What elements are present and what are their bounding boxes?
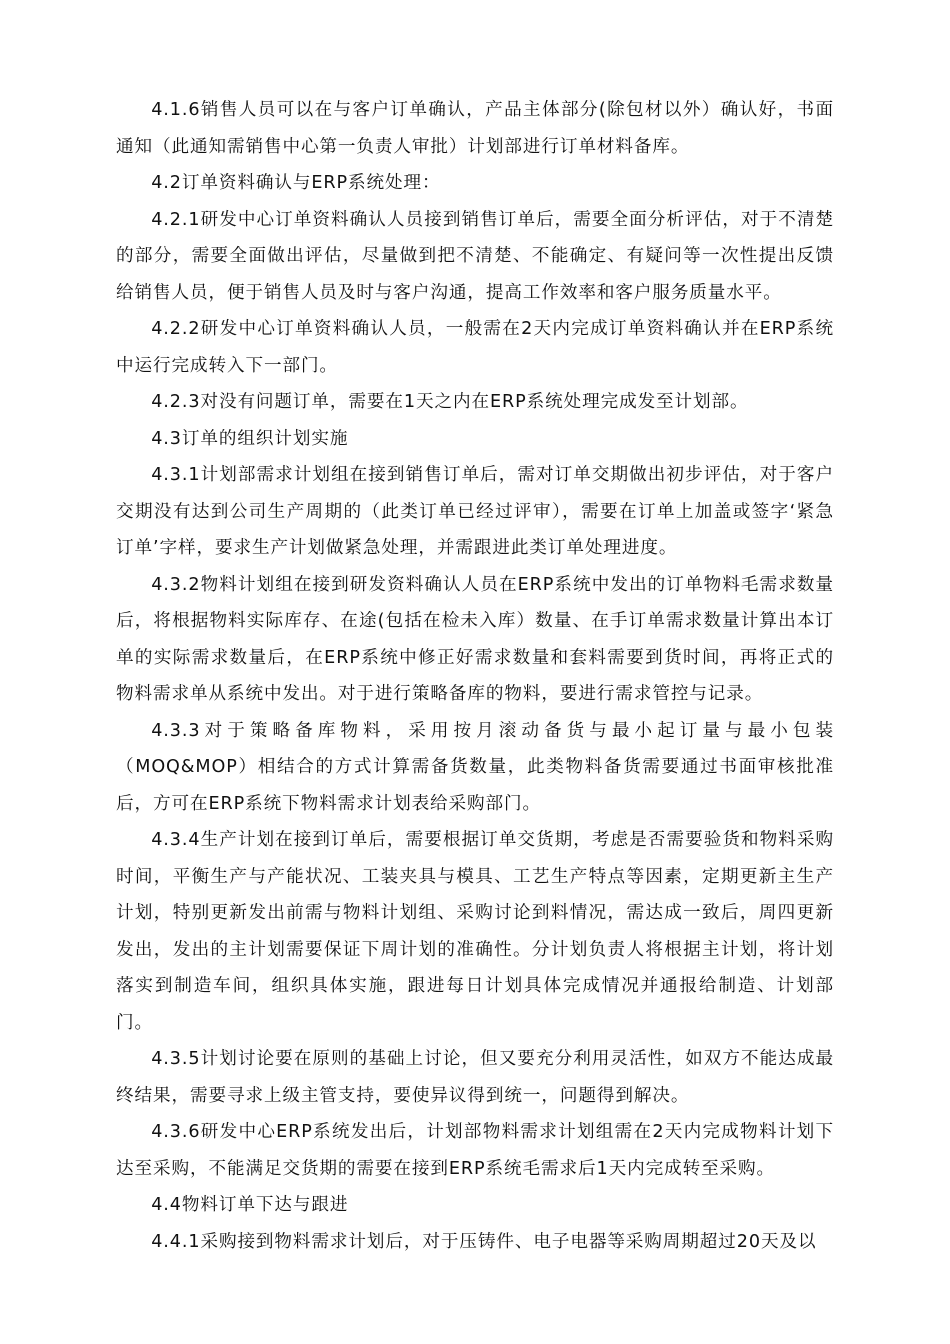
paragraph-4-3-5: 4.3.5计划讨论要在原则的基础上讨论，但又要充分利用灵活性，如双方不能达成最终结果，需要寻求上级主管支持，要使异议得到统一，问题得到解决。 xyxy=(116,1049,834,1106)
heading-4-2: 4.2订单资料确认与ERP系统处理： xyxy=(151,173,441,193)
paragraph-4-3-4: 4.3.4生产计划在接到订单后，需要根据订单交货期，考虑是否需要验货和物料采购时间，平衡生产与产能状况、工装夹具与模具、工艺生产特点等因素，定期更新主生产计划，特别更新发出前需与物料计划组、采购讨论到料情况，需达成一致后，周四更新发出，发出的主计划需要保证下周计划的准确性。分计划负责人将根据主计划，将计划落实到制造车间，组织具体实施，跟进每日计划具体完成情况并通报给制造、计划部门。 xyxy=(116,830,834,1033)
paragraph-4-3-2: 4.3.2物料计划组在接到研发资料确认人员在ERP系统中发出的订单物料毛需求数量后，将根据物料实际库存、在途(包括在检未入库）数量、在手订单需求数量计算出本订单的实际需求数量后，在ERP系统中修正好需求数量和套料需要到货时间，再将正式的物料需求单从系统中发出。对于进行策略备库的物料，要进行需求管控与记录。 xyxy=(116,574,834,704)
paragraph-4-4-1: 4.4.1采购接到物料需求计划后，对于压铸件、电子电器等采购周期超过20天及以 xyxy=(151,1231,817,1252)
paragraph-4-3-1: 4.3.1计划部需求计划组在接到销售订单后，需对订单交期做出初步评估，对于客户交期没有达到公司生产周期的（此类订单已经过评审），需要在订单上加盖或签字‘紧急订单’字样，要求生产计划做紧急处理，并需跟进此类订单处理进度。 xyxy=(116,465,834,558)
document-body xyxy=(116,92,834,1260)
paragraph-4-1-6: 4.1.6销售人员可以在与客户订单确认，产品主体部分(除包材以外）确认好，书面通知（此通知需销售中心第一负责人审批）计划部进行订单材料备库。 xyxy=(116,100,834,157)
paragraph-4-3-3: 4.3.3对于策略备库物料，采用按月滚动备货与最小起订量与最小包装（MOQ&MOP）相结合的方式计算需备货数量，此类物料备货需要通过书面审核批准后，方可在ERP系统下物料需求计划表给采购部门。 xyxy=(116,720,834,814)
paragraph-4-2-2: 4.2.2研发中心订单资料确认人员，一般需在2天内完成订单资料确认并在ERP系统中运行完成转入下一部门。 xyxy=(116,319,834,376)
heading-4-3: 4.3订单的组织计划实施 xyxy=(151,428,349,449)
paragraph-4-2-3: 4.2.3对没有问题订单，需要在1天之内在ERP系统处理完成发至计划部。 xyxy=(151,392,749,412)
paragraph-4-2-1: 4.2.1研发中心订单资料确认人员接到销售订单后，需要全面分析评估，对于不清楚的部分，需要全面做出评估，尽量做到把不清楚、不能确定、有疑问等一次性提出反馈给销售人员，便于销售人员及时与客户沟通，提高工作效率和客户服务质量水平。 xyxy=(116,209,834,303)
heading-4-4: 4.4物料订单下达与跟进 xyxy=(151,1195,349,1215)
paragraph-4-3-6: 4.3.6研发中心ERP系统发出后，计划部物料需求计划组需在2天内完成物料计划下达至采购，不能满足交货期的需要在接到ERP系统毛需求后1天内完成转至采购。 xyxy=(116,1122,834,1179)
